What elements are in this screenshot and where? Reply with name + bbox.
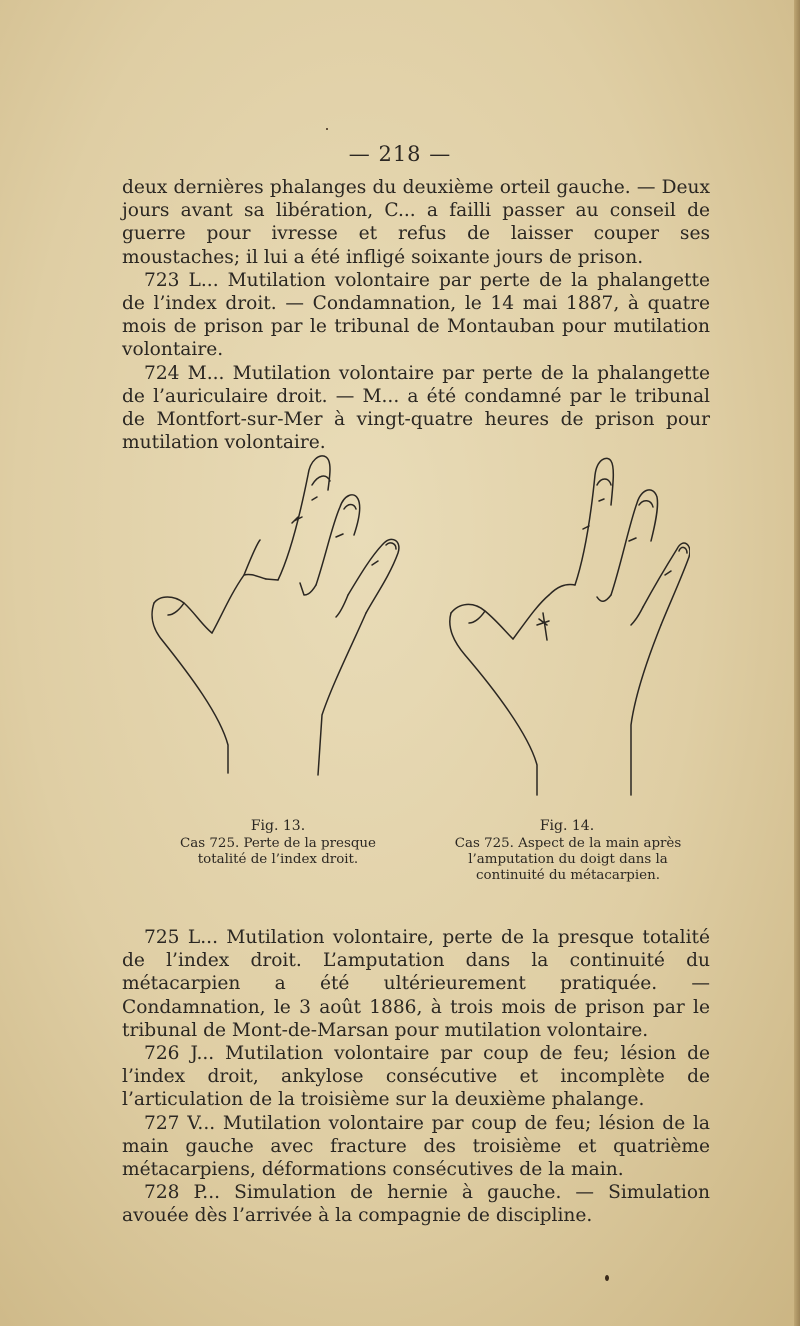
caption-line: continuité du métacarpien. [476,868,660,883]
hand-drawing-icon [425,445,690,805]
paragraph: 728 P... Simulation de hernie à gauche. — Simulation avouée dès l’arrivée à la compagnie de discipline. [122,1182,710,1227]
figure-14-hand-drawing [425,445,690,805]
page-edge [794,0,800,1326]
text-block-bottom [122,926,710,1228]
caption-line: l’amputation du doigt dans la [468,852,668,867]
figure-14-title: Fig. 14. [539,818,595,834]
ink-spot [326,128,328,130]
figure-13-caption [148,836,408,868]
caption-line: Cas 725. Aspect de la main après [454,836,682,851]
paragraph: 723 L... Mutilation volontaire par perte de la phalangette de l’index droit. — Condamnation, le 14 mai 1887, à quatre mois de prison par le tribunal de Montauban pour mutilation volontaire. [122,269,710,361]
ink-spot [605,1275,609,1281]
paragraph: 726 J... Mutilation volontaire par coup de feu; lésion de l’index droit, ankylose consécutive et incomplète de l’articulation de la troisième sur la deuxième phalange. [122,1043,710,1111]
paragraph: 727 V... Mutilation volontaire par coup de feu; lésion de la main gauche avec fracture des troisième et quatrième métacarpiens, déformations consécutives de la main. [122,1112,710,1181]
paragraph: deux dernières phalanges du deuxième orteil gauche. — Deux jours avant sa libération, C... a failli passer au conseil de guerre pour ivresse et refus de laisser couper ses moustaches; il lui a été infligé soixante jours de prison. [122,177,710,268]
figure-13-hand-drawing [140,445,405,805]
caption-line: Cas 725. Perte de la presque [180,836,376,851]
hand-drawing-icon [140,445,405,805]
paragraph: 725 L... Mutilation volontaire, perte de la presque totalité de l’index droit. L’amputation dans la continuité du métacarpien a été ultérieurement pratiquée. — Condamnation, le 3 août 1886, à trois mois de prison par le tribunal de Mont-de-Marsan pour mutilation volontaire. [122,927,710,1041]
page-number: — 218 — [348,142,452,166]
text-block-top [122,176,710,454]
figure-13-title: Fig. 13. [250,818,306,834]
paragraph: 724 M... Mutilation volontaire par perte de la phalangette de l’auriculaire droit. — M... a été condamné par le tribunal de Montfort-sur-Mer à vingt-quatre heures de prison pour mutilation volontaire. [122,362,710,454]
caption-line: totalité de l’index droit. [197,852,359,867]
figure-14-caption [438,836,698,884]
